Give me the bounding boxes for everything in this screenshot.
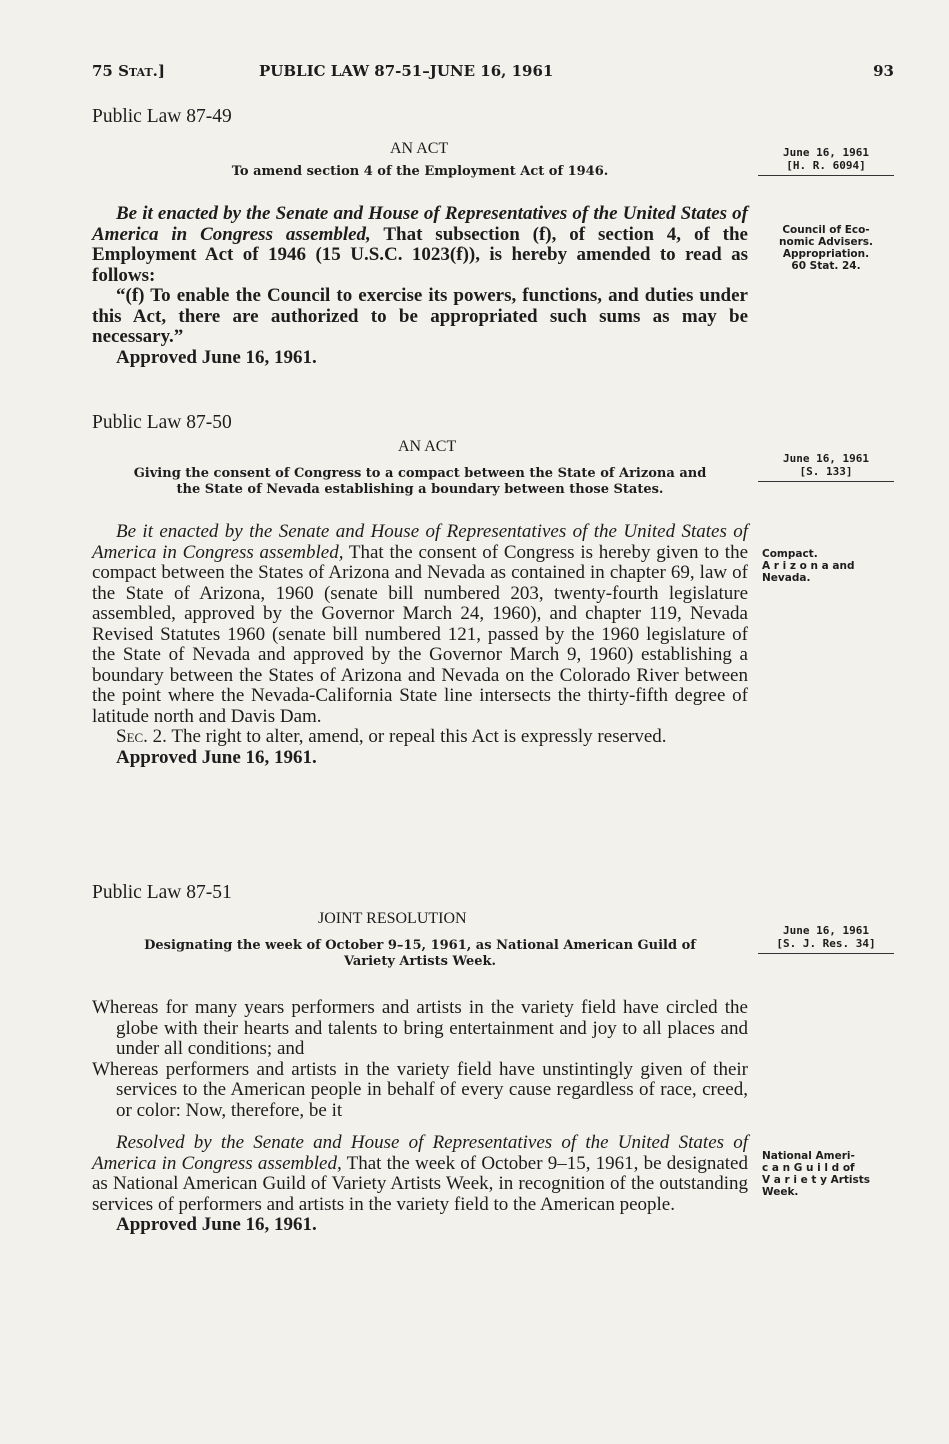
amended-text: “(f) To enable the Council to exercise its powers, functions, and duties under this Act, there are authorized to be appropriated such sums as may be necessary.” bbox=[92, 285, 748, 347]
margin-line: V a r i e t y Artists bbox=[762, 1174, 871, 1186]
running-header bbox=[92, 62, 894, 84]
date-line: June 16, 1961 bbox=[782, 924, 870, 937]
law-87-49-date-note bbox=[758, 146, 894, 176]
law-87-50-kind: AN ACT bbox=[398, 438, 457, 455]
bill-line: [S. 133] bbox=[799, 465, 853, 478]
bill-line: [S. J. Res. 34] bbox=[776, 937, 876, 950]
law-87-50-margin-note bbox=[762, 548, 898, 584]
law-87-51-body bbox=[92, 998, 748, 1236]
subtitle-line: the State of Nevada establishing a boundary between those States. bbox=[176, 482, 664, 497]
law-87-49-body bbox=[92, 204, 748, 368]
enacting-text: That subsection (f), of section 4, of the Employment Act of 1946 (15 U.S.C. 1023(f)), is hereby amended to read as follows: bbox=[92, 223, 748, 286]
approval-line: Approved June 16, 1961. bbox=[116, 346, 317, 368]
law-87-49-kind: AN ACT bbox=[390, 140, 449, 157]
law-87-50-body bbox=[92, 522, 748, 768]
law-87-51-title: Public Law 87-51 bbox=[92, 882, 232, 903]
header-law-title: PUBLIC LAW 87-51–JUNE 16, 1961 bbox=[259, 62, 554, 80]
margin-line: Nevada. bbox=[762, 572, 811, 584]
margin-line: Council of Eco- bbox=[782, 224, 870, 236]
law-87-51-kind: JOINT RESOLUTION bbox=[318, 910, 467, 927]
approval-line: Approved June 16, 1961. bbox=[116, 1214, 317, 1235]
margin-line: nomic Advisers. bbox=[779, 236, 873, 248]
approval-line: Approved June 16, 1961. bbox=[116, 746, 317, 768]
page-number: 93 bbox=[873, 62, 894, 80]
subtitle-line: Designating the week of October 9–15, 1961, as National American Guild of bbox=[144, 938, 696, 953]
law-87-50-date-note bbox=[758, 452, 894, 482]
law-87-49-margin-note bbox=[758, 224, 894, 272]
margin-line: National Ameri- bbox=[762, 1150, 855, 1162]
margin-line: Compact. bbox=[762, 548, 818, 560]
section-text: The right to alter, amend, or repeal this Act is expressly reserved. bbox=[166, 726, 667, 747]
date-line: June 16, 1961 bbox=[782, 146, 870, 159]
enacting-text: That the consent of Congress is hereby given to the compact between the States of Arizona and Nevada as contained in chapter 69, law of the State of Arizona, 1960 (senate bill numbered 203, twenty-fourth legislature assembled, approved by the Governor March 24, 1960), and chapter 119, Nevada Revised Statutes 1960 (senate bill numbered 121, passed by the 1960 legislature of the State of Nevada and approved by the Governor March 9, 1960) establishing a boundary between the States of Arizona and Nevada on the Colorado River between the point where the Nevada-California State line intersects the thirty-fifth degree of latitude north and Davis Dam. bbox=[92, 541, 749, 727]
margin-line: Week. bbox=[762, 1186, 799, 1198]
enacting-clause: Be it enacted by the Senate and House of Representatives of the United States of America in Congress assembled, bbox=[92, 203, 748, 245]
whereas-clause: Whereas for many years performers and artists in the variety field have circled the globe with their hearts and talents to bring entertainment and joy to all places and under all conditions; and bbox=[92, 997, 748, 1059]
enacting-clause: Be it enacted by the Senate and House of Representatives of the United States of America in Congress assembled, bbox=[92, 521, 748, 563]
volume-label: 75 Stat.] bbox=[92, 62, 165, 80]
whereas-clause: Whereas performers and artists in the variety field have unstintingly given of their services to the American people in behalf of every cause regardless of race, creed, or color: Now, therefore, be it bbox=[92, 1058, 748, 1121]
law-87-51-date-note bbox=[758, 924, 894, 954]
law-87-50-subtitle bbox=[92, 466, 748, 498]
subtitle-line: Variety Artists Week. bbox=[343, 954, 497, 969]
resolving-clause: Resolved by the Senate and House of Representatives of the United States of America in Congress assembled, bbox=[92, 1132, 748, 1174]
law-87-49-subtitle: To amend section 4 of the Employment Act of 1946. bbox=[231, 164, 609, 179]
law-87-50-title: Public Law 87-50 bbox=[92, 412, 232, 433]
margin-line: 60 Stat. 24. bbox=[791, 260, 861, 272]
subtitle-line: Giving the consent of Congress to a compact between the State of Arizona and bbox=[133, 466, 707, 481]
margin-line: Appropriation. bbox=[782, 248, 870, 260]
resolving-text: That the week of October 9–15, 1961, be designated as National American Guild of Variety Artists Week, in recognition of the outstanding services of performers and artists in the variety field to the American people. bbox=[92, 1152, 748, 1215]
bill-line: [H. R. 6094] bbox=[786, 159, 866, 172]
date-line: June 16, 1961 bbox=[782, 452, 870, 465]
section-label: Sec. 2. bbox=[116, 726, 167, 747]
margin-line: c a n G u i l d of bbox=[762, 1162, 855, 1174]
law-87-51-margin-note bbox=[762, 1150, 898, 1198]
law-87-51-subtitle bbox=[92, 938, 748, 970]
margin-line: A r i z o n a and bbox=[762, 560, 855, 572]
law-87-49-title: Public Law 87-49 bbox=[92, 106, 232, 127]
